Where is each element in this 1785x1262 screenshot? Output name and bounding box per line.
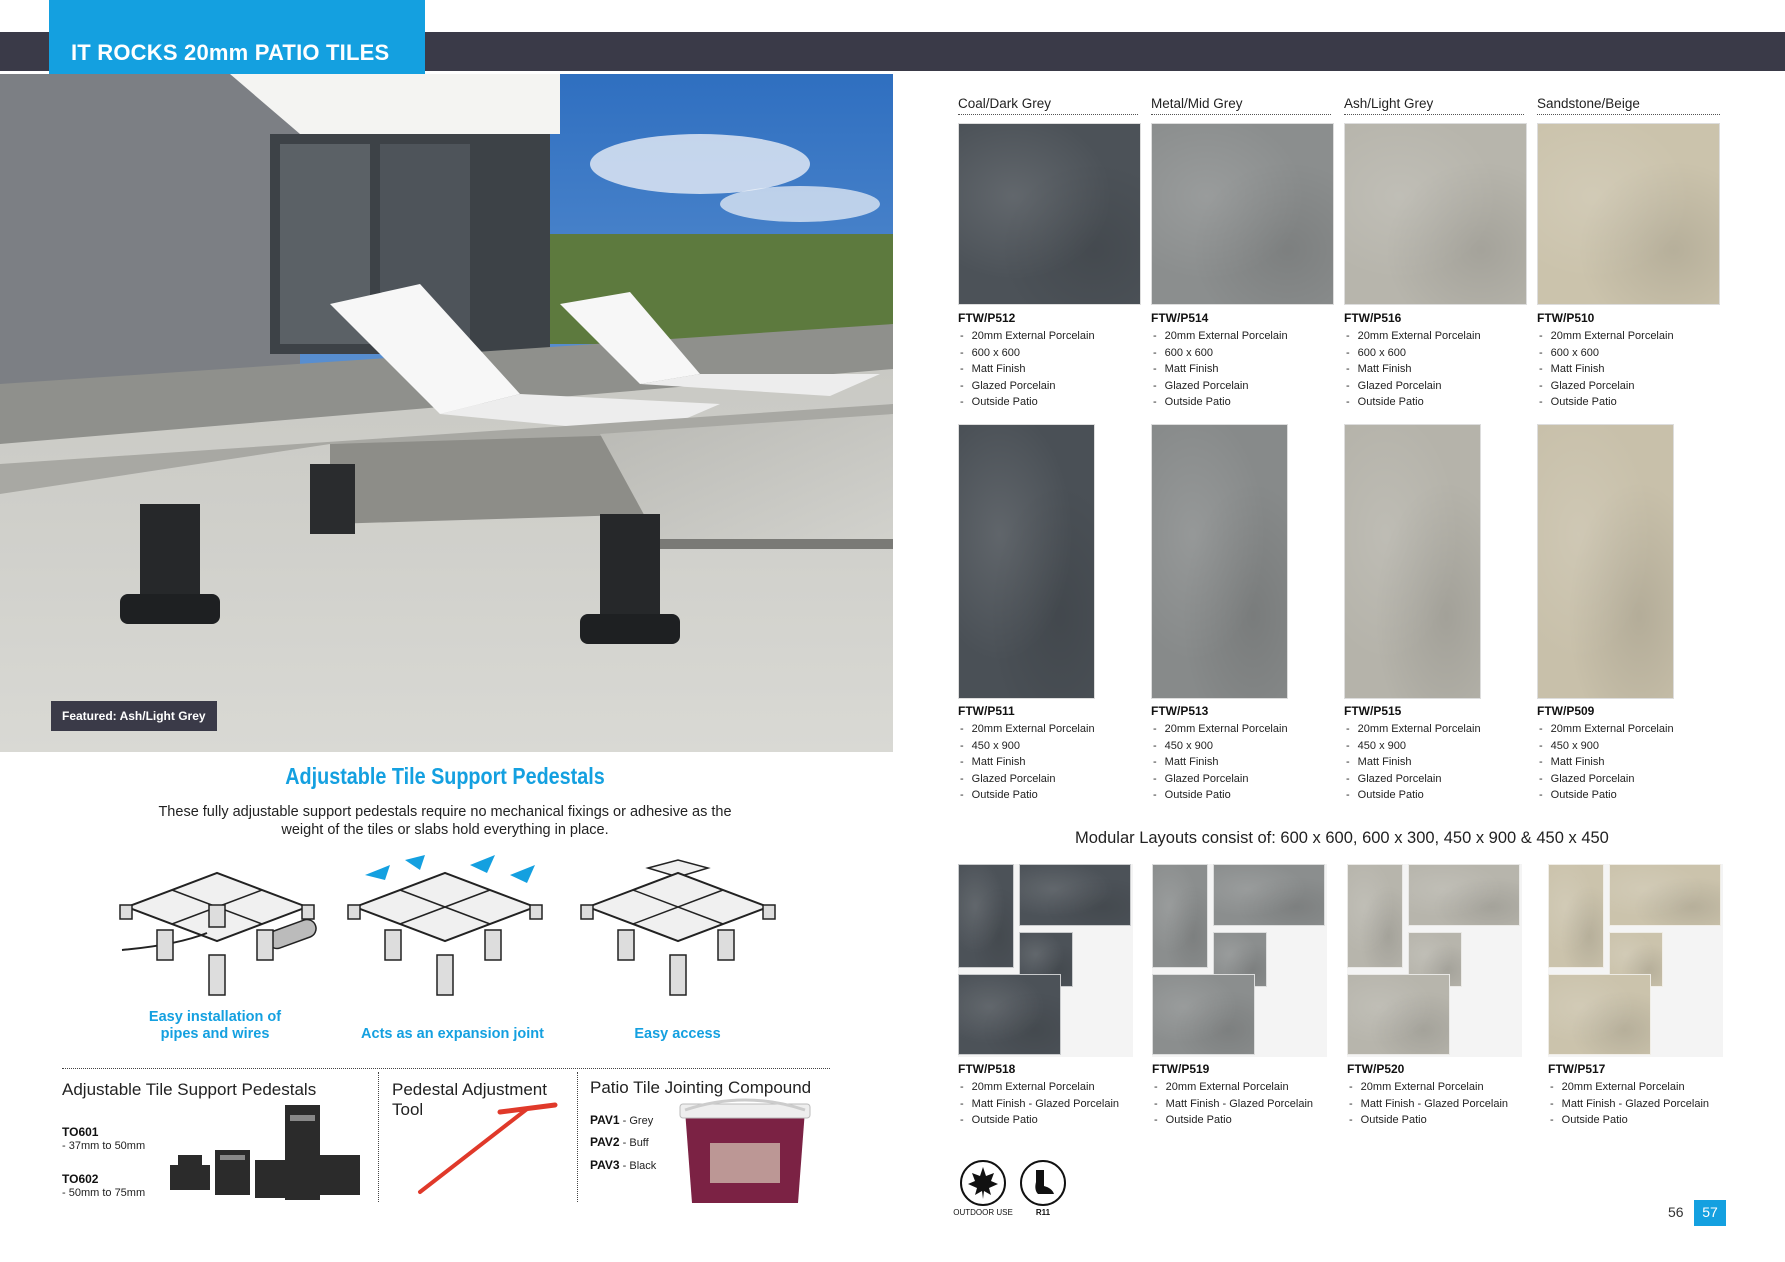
spec-item: - Outside Patio bbox=[1152, 1112, 1313, 1129]
spec-item: - Outside Patio bbox=[1537, 787, 1674, 804]
rect-tile-code: FTW/P509 bbox=[1537, 704, 1595, 718]
square-tile-specs bbox=[1344, 328, 1481, 411]
spec-item: - Matt Finish bbox=[1537, 361, 1674, 378]
pedestal-description: These fully adjustable support pedestals require no mechanical fixings or adhesive as the weight of the tiles or slabs hold everything in place. bbox=[158, 804, 732, 838]
rect-tile-specs bbox=[1151, 721, 1288, 804]
square-tile-specs bbox=[1537, 328, 1674, 411]
spec-item: - 20mm External Porcelain bbox=[1152, 1079, 1313, 1096]
square-tile-specs bbox=[958, 328, 1095, 411]
spec-item: - Matt Finish - Glazed Porcelain bbox=[1347, 1096, 1508, 1113]
rect-tile-specs bbox=[1537, 721, 1674, 804]
page-number-left: 56 bbox=[1668, 1204, 1684, 1220]
spec-item: - Outside Patio bbox=[1344, 787, 1481, 804]
outdoor-use-icon bbox=[960, 1160, 1006, 1206]
square-tile-swatch bbox=[1537, 123, 1720, 305]
spec-item: - 20mm External Porcelain bbox=[958, 328, 1095, 345]
compound-item-pav3: PAV3 - Black bbox=[590, 1158, 657, 1172]
accessories-separator-1 bbox=[378, 1072, 379, 1202]
spec-item: - Glazed Porcelain bbox=[1537, 771, 1674, 788]
modular-piece bbox=[1347, 864, 1403, 968]
diagram-access bbox=[578, 855, 778, 1015]
spec-item: - 20mm External Porcelain bbox=[1151, 721, 1288, 738]
modular-piece bbox=[1609, 864, 1721, 926]
spec-item: - Outside Patio bbox=[958, 1112, 1119, 1129]
spec-item: - 450 x 900 bbox=[1537, 738, 1674, 755]
spec-item: - Matt Finish - Glazed Porcelain bbox=[1548, 1096, 1709, 1113]
slip-rating-label: R11 bbox=[1035, 1208, 1051, 1217]
square-tile-specs bbox=[1151, 328, 1288, 411]
spec-item: - 450 x 900 bbox=[1151, 738, 1288, 755]
product-code-to601: TO601 bbox=[62, 1125, 99, 1139]
column-header-sandstone: Sandstone/Beige bbox=[1537, 96, 1720, 115]
spec-item: - 20mm External Porcelain bbox=[958, 721, 1095, 738]
spec-item: - Outside Patio bbox=[1151, 394, 1288, 411]
spec-item: - Glazed Porcelain bbox=[1151, 378, 1288, 395]
spec-item: - 20mm External Porcelain bbox=[1537, 721, 1674, 738]
modular-tile-specs bbox=[958, 1079, 1119, 1129]
adjustment-tool-image bbox=[405, 1100, 565, 1200]
modular-piece bbox=[958, 974, 1061, 1055]
square-tile-swatch bbox=[1151, 123, 1334, 305]
spec-item: - 20mm External Porcelain bbox=[1347, 1079, 1508, 1096]
spec-item: - Glazed Porcelain bbox=[958, 378, 1095, 395]
square-tile-swatch bbox=[1344, 123, 1527, 305]
modular-tile-swatch bbox=[958, 864, 1133, 1057]
modular-piece bbox=[958, 864, 1014, 968]
spec-item: - Outside Patio bbox=[958, 787, 1095, 804]
spec-item: - Outside Patio bbox=[1347, 1112, 1508, 1129]
patio-scene-image bbox=[0, 74, 893, 752]
rect-tile-specs bbox=[958, 721, 1095, 804]
modular-piece bbox=[1347, 974, 1450, 1055]
modular-tile-swatch bbox=[1548, 864, 1723, 1057]
spec-item: - 20mm External Porcelain bbox=[1151, 328, 1288, 345]
compound-tub-image bbox=[670, 1098, 820, 1210]
spec-item: - 600 x 600 bbox=[1344, 345, 1481, 362]
spec-item: - Matt Finish bbox=[1151, 754, 1288, 771]
rect-tile-code: FTW/P511 bbox=[958, 704, 1015, 718]
jointing-compound-heading: Patio Tile Jointing Compound bbox=[590, 1078, 812, 1097]
rect-tile-code: FTW/P513 bbox=[1151, 704, 1209, 718]
modular-piece bbox=[1019, 864, 1131, 926]
spec-item: - Outside Patio bbox=[958, 394, 1095, 411]
modular-piece bbox=[1152, 864, 1208, 968]
spec-item: - Matt Finish - Glazed Porcelain bbox=[1152, 1096, 1313, 1113]
caption-expansion-joint: Acts as an expansion joint bbox=[361, 1026, 544, 1042]
rect-tile-swatch bbox=[958, 424, 1095, 699]
hero-photo bbox=[0, 74, 893, 752]
modular-tile-swatch bbox=[1347, 864, 1522, 1057]
spec-item: - Outside Patio bbox=[1537, 394, 1674, 411]
spec-item: - Matt Finish bbox=[1537, 754, 1674, 771]
square-tile-code: FTW/P514 bbox=[1151, 311, 1209, 325]
featured-label: Featured: Ash/Light Grey bbox=[51, 701, 217, 731]
support-pedestals-heading: Adjustable Tile Support Pedestals bbox=[62, 1080, 317, 1099]
modular-tile-specs bbox=[1347, 1079, 1508, 1129]
spec-item: - 20mm External Porcelain bbox=[1344, 721, 1481, 738]
accessories-divider bbox=[62, 1068, 830, 1069]
modular-tile-code: FTW/P519 bbox=[1152, 1062, 1210, 1076]
pedestal-products-image bbox=[160, 1095, 365, 1205]
spec-item: - 600 x 600 bbox=[958, 345, 1095, 362]
rect-tile-swatch bbox=[1344, 424, 1481, 699]
square-tile-code: FTW/P510 bbox=[1537, 311, 1595, 325]
modular-piece bbox=[1408, 864, 1520, 926]
modular-tile-swatch bbox=[1152, 864, 1327, 1057]
spec-item: - Outside Patio bbox=[1548, 1112, 1709, 1129]
column-header-ash: Ash/Light Grey bbox=[1344, 96, 1524, 115]
spec-item: - Outside Patio bbox=[1151, 787, 1288, 804]
spec-item: - Matt Finish bbox=[1344, 754, 1481, 771]
modular-tile-specs bbox=[1152, 1079, 1313, 1129]
diagram-pipes bbox=[117, 855, 317, 1015]
spec-item: - 20mm External Porcelain bbox=[1344, 328, 1481, 345]
spec-item: - Glazed Porcelain bbox=[1151, 771, 1288, 788]
spec-item: - Matt Finish bbox=[1344, 361, 1481, 378]
product-detail-to601: - 37mm to 50mm bbox=[62, 1140, 146, 1152]
caption-easy-access: Easy access bbox=[634, 1026, 721, 1042]
slip-rating-icon bbox=[1020, 1160, 1066, 1206]
spec-item: - 20mm External Porcelain bbox=[958, 1079, 1119, 1096]
caption-easy-installation: Easy installation of pipes and wires bbox=[148, 1009, 282, 1042]
page-number-right: 57 bbox=[1694, 1200, 1726, 1226]
product-code-to602: TO602 bbox=[62, 1172, 99, 1186]
modular-layouts-heading: Modular Layouts consist of: 600 x 600, 600 x 300, 450 x 900 & 450 x 450 bbox=[1075, 829, 1609, 847]
spec-item: - Glazed Porcelain bbox=[1344, 378, 1481, 395]
modular-tile-code: FTW/P520 bbox=[1347, 1062, 1405, 1076]
pedestal-heading: Adjustable Tile Support Pedestals bbox=[285, 763, 605, 789]
spec-item: - Matt Finish bbox=[958, 754, 1095, 771]
outdoor-use-label: OUTDOOR USE bbox=[953, 1208, 1013, 1217]
spec-item: - 600 x 600 bbox=[1151, 345, 1288, 362]
rect-tile-swatch bbox=[1537, 424, 1674, 699]
square-tile-swatch bbox=[958, 123, 1141, 305]
rect-tile-specs bbox=[1344, 721, 1481, 804]
spec-item: - Matt Finish - Glazed Porcelain bbox=[958, 1096, 1119, 1113]
modular-tile-code: FTW/P518 bbox=[958, 1062, 1016, 1076]
spec-item: - Outside Patio bbox=[1344, 394, 1481, 411]
compound-item-pav2: PAV2 - Buff bbox=[590, 1135, 649, 1149]
rect-tile-swatch bbox=[1151, 424, 1288, 699]
modular-piece bbox=[1213, 864, 1325, 926]
rect-tile-code: FTW/P515 bbox=[1344, 704, 1402, 718]
modular-tile-specs bbox=[1548, 1079, 1709, 1129]
accessories-separator-2 bbox=[577, 1072, 578, 1202]
column-header-metal: Metal/Mid Grey bbox=[1151, 96, 1331, 115]
square-tile-code: FTW/P512 bbox=[958, 311, 1016, 325]
column-header-coal: Coal/Dark Grey bbox=[958, 96, 1138, 115]
spec-item: - 20mm External Porcelain bbox=[1548, 1079, 1709, 1096]
adjustment-tool-heading: Pedestal Adjustment Tool bbox=[392, 1080, 547, 1119]
spec-item: - Matt Finish bbox=[958, 361, 1095, 378]
spec-item: - Glazed Porcelain bbox=[1537, 378, 1674, 395]
spec-item: - 450 x 900 bbox=[958, 738, 1095, 755]
spec-item: - Glazed Porcelain bbox=[958, 771, 1095, 788]
square-tile-code: FTW/P516 bbox=[1344, 311, 1402, 325]
spec-item: - 450 x 900 bbox=[1344, 738, 1481, 755]
spec-item: - 20mm External Porcelain bbox=[1537, 328, 1674, 345]
page-title: IT ROCKS 20mm PATIO TILES bbox=[49, 0, 425, 74]
modular-piece bbox=[1548, 864, 1604, 968]
modular-piece bbox=[1548, 974, 1651, 1055]
modular-piece bbox=[1152, 974, 1255, 1055]
spec-item: - Matt Finish bbox=[1151, 361, 1288, 378]
spec-item: - 600 x 600 bbox=[1537, 345, 1674, 362]
spec-item: - Glazed Porcelain bbox=[1344, 771, 1481, 788]
modular-tile-code: FTW/P517 bbox=[1548, 1062, 1606, 1076]
diagram-expansion bbox=[345, 855, 545, 1015]
compound-item-pav1: PAV1 - Grey bbox=[590, 1113, 654, 1127]
product-detail-to602: - 50mm to 75mm bbox=[62, 1187, 146, 1199]
